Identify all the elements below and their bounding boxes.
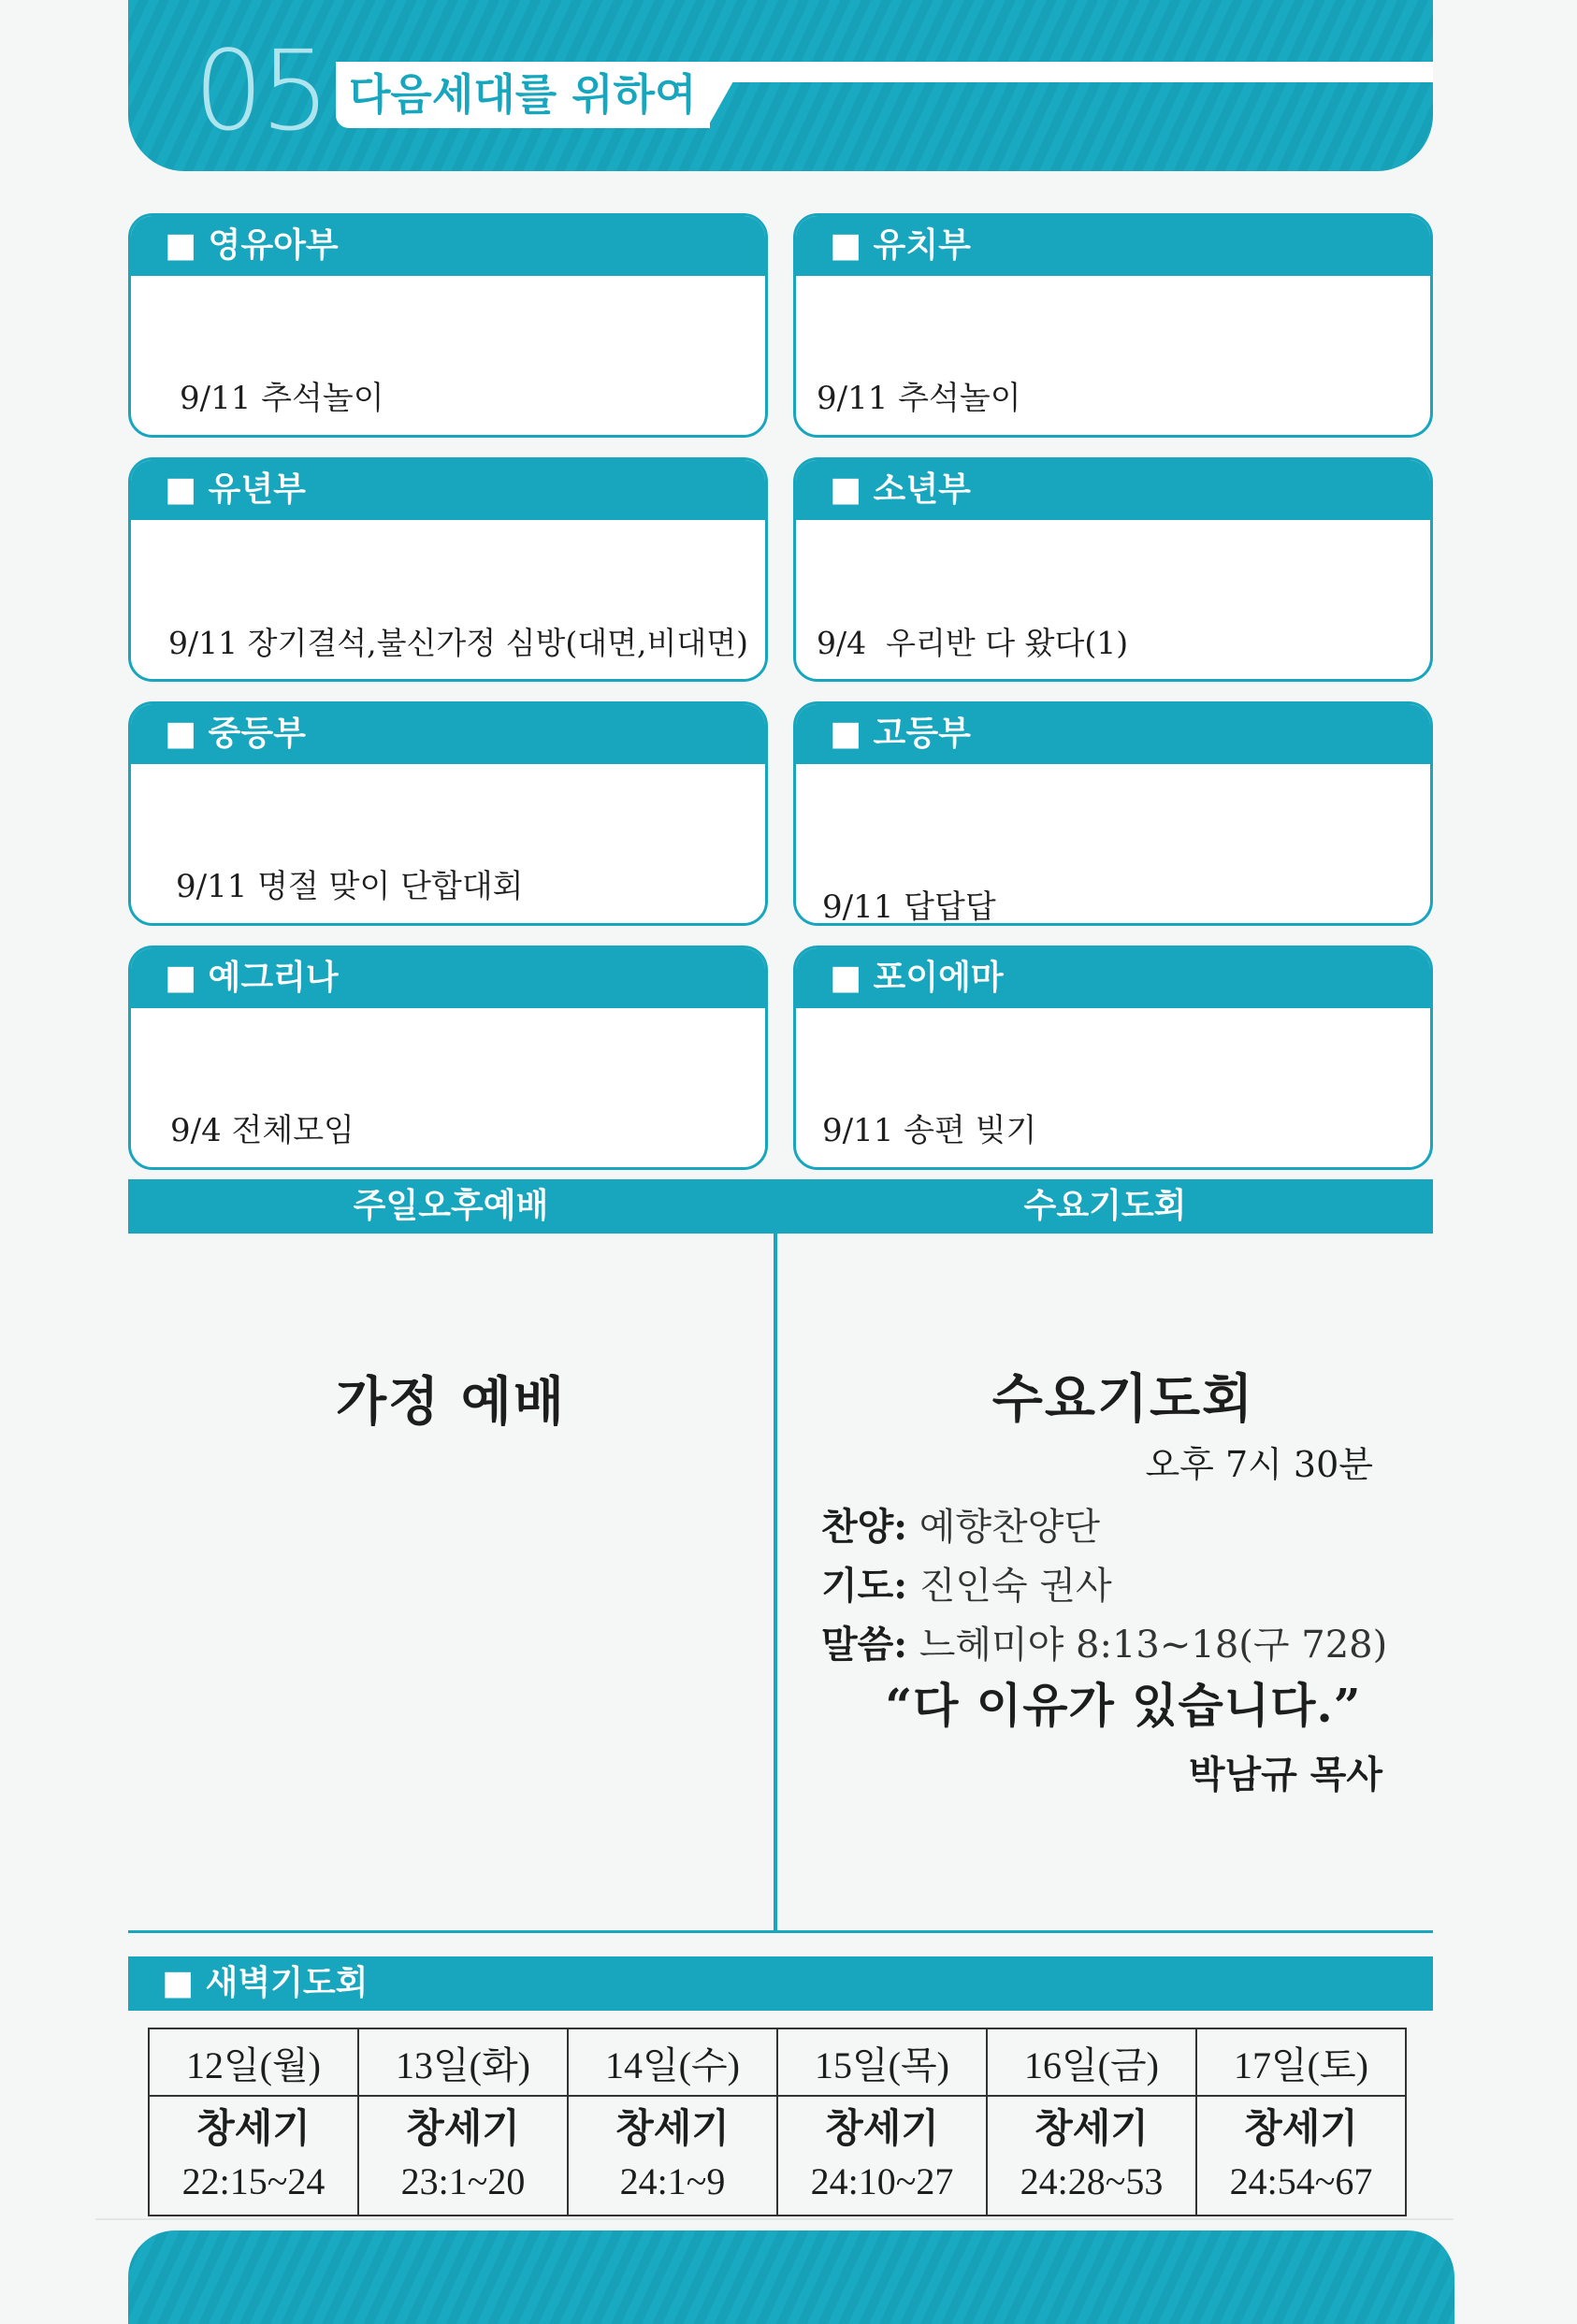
day-cell: 14일(수)	[568, 2028, 777, 2096]
dept-title: ■ 포이에마	[796, 948, 1430, 1008]
dept-name: 소년부	[873, 470, 971, 509]
reading-cell	[568, 2096, 777, 2216]
day-cell: 13일(화)	[358, 2028, 568, 2096]
section-number: 05	[194, 26, 327, 155]
day-cell: 12일(월)	[149, 2028, 358, 2096]
passage: 24:54~67	[1229, 2160, 1373, 2202]
dept-line: 9/11 추석놀이	[180, 380, 384, 417]
service-divider	[774, 1179, 777, 1933]
praise-value: 예향찬양단	[919, 1506, 1100, 1549]
dept-box-high-school	[793, 701, 1433, 926]
prayer-value: 진인숙 권사	[919, 1565, 1112, 1608]
dept-title: ■ 중등부	[131, 704, 765, 764]
dept-name: 포이에마	[873, 959, 1004, 997]
preacher: 박남규 목사	[1188, 1753, 1382, 1797]
book-name: 창세기	[1244, 2108, 1358, 2151]
passage: 24:28~53	[1020, 2160, 1164, 2202]
dept-box-middle-school	[128, 701, 768, 926]
passage: 22:15~24	[181, 2160, 326, 2202]
dept-line: 9/11 답답답	[822, 888, 996, 926]
book-name: 창세기	[196, 2108, 311, 2151]
book-name: 창세기	[825, 2108, 939, 2151]
dept-name: 예그리나	[208, 959, 339, 997]
dept-line: 9/4 전체모임	[170, 1112, 354, 1149]
dept-box-yegrina	[128, 945, 768, 1170]
dept-name: 중등부	[208, 715, 306, 753]
dept-line: 9/4 우리반 다 왔다(1)	[817, 625, 1129, 661]
day-cell: 15일(목)	[777, 2028, 987, 2096]
section-divider	[128, 1930, 1433, 1933]
reading-cell	[358, 2096, 568, 2216]
day-cell: 17일(토)	[1196, 2028, 1406, 2096]
dept-line: 9/11 명절 맞이 단합대회	[176, 868, 524, 905]
table-row	[149, 2028, 1406, 2096]
reading-cell	[777, 2096, 987, 2216]
footer-rule	[95, 2218, 1454, 2220]
reading-cell	[149, 2096, 358, 2216]
dept-title: ■ 영유아부	[131, 216, 765, 276]
dept-title: ■ 예그리나	[131, 948, 765, 1008]
wednesday-header: 수요기도회	[777, 1179, 1433, 1234]
prayer-label: 기도:	[821, 1564, 908, 1608]
dept-line: 9/11 장기결석,불신가정 심방(대면,비대면)	[168, 625, 748, 661]
dawn-prayer-title: 새벽기도회	[205, 1964, 369, 2002]
dept-title: ■ 유년부	[131, 460, 765, 520]
wednesday-title: 수요기도회	[991, 1368, 1255, 1430]
footer-band	[128, 2230, 1454, 2324]
dept-title: ■ 소년부	[796, 460, 1430, 520]
dept-name: 유년부	[208, 470, 306, 509]
dept-line: 9/11 송편 빚기	[822, 1112, 1037, 1149]
book-name: 창세기	[1034, 2108, 1149, 2151]
section-header	[128, 0, 1433, 171]
dept-name: 고등부	[873, 715, 971, 753]
dept-box-junior	[793, 457, 1433, 682]
sermon-title: “다 이유가 있습니다.”	[885, 1678, 1362, 1733]
day-cell: 16일(금)	[987, 2028, 1196, 2096]
reading-cell	[1196, 2096, 1406, 2216]
dept-box-elementary	[128, 457, 768, 682]
passage: 23:1~20	[400, 2160, 526, 2202]
sermon-line	[821, 1615, 1387, 1668]
dept-box-kindergarten	[793, 213, 1433, 438]
sermon-label: 말씀:	[821, 1623, 908, 1667]
dawn-prayer-table	[148, 2028, 1407, 2216]
passage: 24:1~9	[619, 2160, 726, 2202]
dept-name: 유치부	[873, 226, 971, 265]
dept-title: ■ 고등부	[796, 704, 1430, 764]
dept-name: 영유아부	[208, 226, 339, 265]
reading-cell	[987, 2096, 1196, 2216]
praise-line	[821, 1497, 1100, 1551]
book-name: 창세기	[406, 2108, 520, 2151]
book-name: 창세기	[615, 2108, 730, 2151]
dept-line: 9/11 추석놀이	[817, 380, 1021, 417]
praise-label: 찬양:	[821, 1505, 908, 1549]
dept-box-infant	[128, 213, 768, 438]
dawn-prayer-header: ■ 새벽기도회	[128, 1956, 1433, 2011]
table-row	[149, 2096, 1406, 2216]
dept-title: ■ 유치부	[796, 216, 1430, 276]
wednesday-time: 오후 7시 30분	[1145, 1444, 1373, 1485]
prayer-line	[821, 1556, 1112, 1609]
passage: 24:10~27	[810, 2160, 954, 2202]
sunday-afternoon-header: 주일오후예배	[128, 1179, 774, 1234]
dept-box-poiema	[793, 945, 1433, 1170]
sunday-afternoon-content: 가정 예배	[336, 1371, 566, 1433]
section-title: 다음세대를 위하여	[336, 62, 710, 128]
sermon-value: 느헤미야 8:13~18(구 728)	[919, 1624, 1388, 1667]
